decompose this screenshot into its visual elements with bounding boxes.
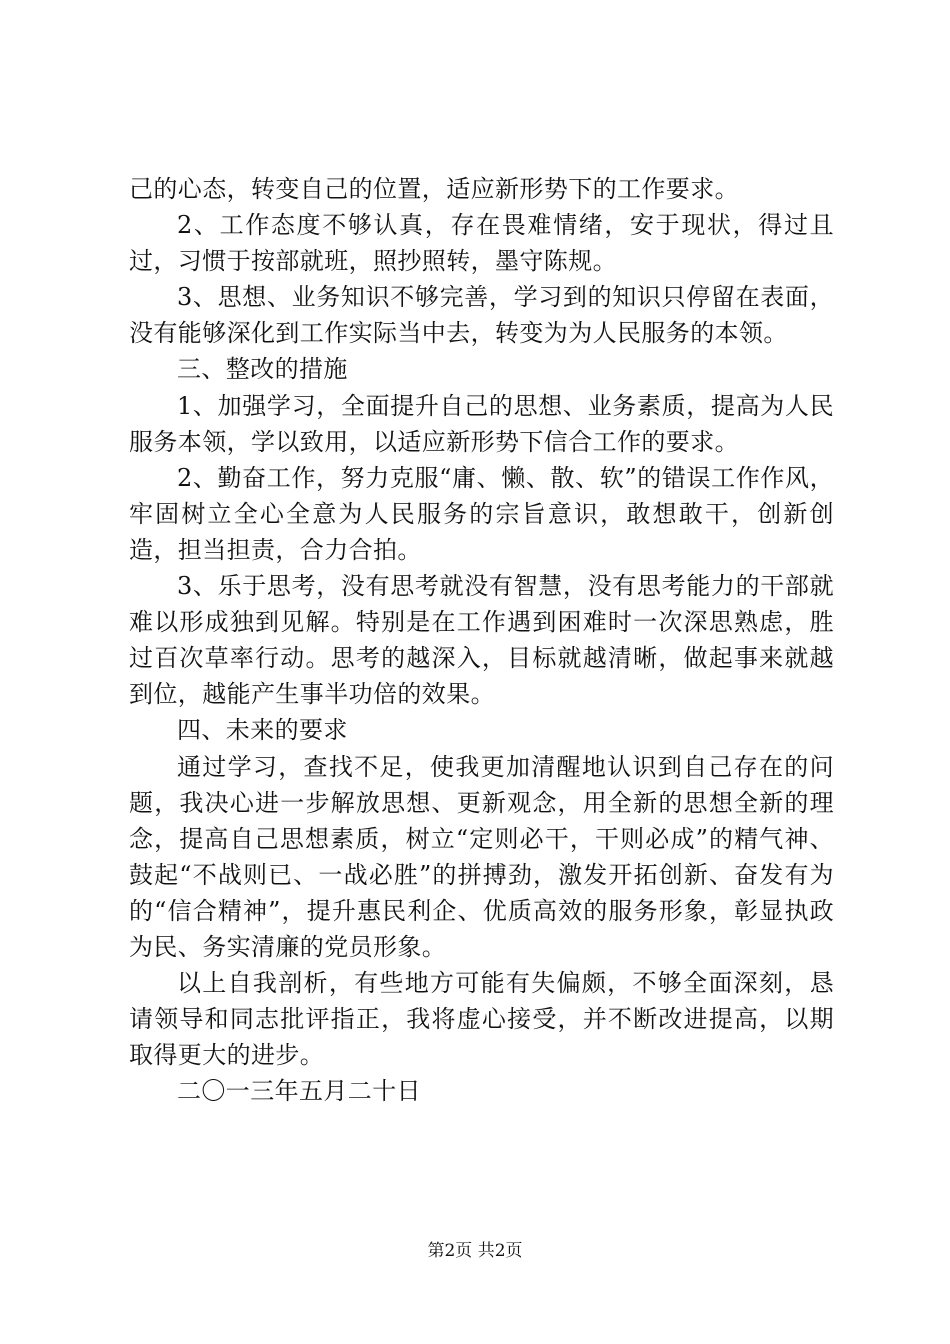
paragraph-future: 通过学习，查找不足，使我更加清醒地认识到自己存在的问题，我决心进一步解放思想、更新观念，用全新的思想全新的理念，提高自己思想素质，树立“定则必干，干则必成”的精气神、鼓起“不战则已、一战必胜”的拼搏劲，激发开拓创新、奋发有为的“信合精神”，提升惠民利企、优质高效的服务形象，彰显执政为民、务实清廉的党员形象。 [129, 752, 834, 961]
section-heading-future: 四、未来的要求 [177, 716, 348, 745]
paragraph-continuation: 己的心态，转变自己的位置，适应新形势下的工作要求。 [129, 175, 739, 203]
paragraph-measure-2: 2、勤奋工作，努力克服“庸、懒、散、软”的错误工作作风，牢固树立全心全意为人民服务的宗旨意识，敢想敢干，创新创造，担当担责，合力合拍。 [129, 463, 834, 564]
paragraph-item-2-attitude: 2、工作态度不够认真，存在畏难情绪，安于现状，得过且过，习惯于按部就班，照抄照转，墨守陈规。 [129, 211, 834, 276]
document-body [129, 171, 834, 1109]
paragraph-measure-3: 3、乐于思考，没有思考就没有智慧，没有思考能力的干部就难以形成独到见解。特别是在工作遇到困难时一次深思熟虑，胜过百次草率行动。思考的越深入，目标就越清晰，做起事来就越到位，越能产生事半功倍的效果。 [129, 572, 834, 709]
paragraph-closing: 以上自我剖析，有些地方可能有失偏颇，不够全面深刻，恳请领导和同志批评指正，我将虚心接受，并不断改进提高，以期取得更大的进步。 [129, 969, 834, 1070]
paragraph-item-3-knowledge: 3、思想、业务知识不够完善，学习到的知识只停留在表面，没有能够深化到工作实际当中去，转变为为人民服务的本领。 [129, 283, 834, 348]
page-footer [0, 1240, 950, 1262]
section-heading-measures: 三、整改的措施 [177, 355, 348, 384]
page-number-label: 第2页 共2页 [427, 1241, 523, 1261]
document-date: 二〇一三年五月二十日 [177, 1077, 421, 1106]
paragraph-measure-1: 1、加强学习，全面提升自己的思想、业务素质，提高为人民服务本领，学以致用，以适应新形势下信合工作的要求。 [129, 391, 834, 456]
